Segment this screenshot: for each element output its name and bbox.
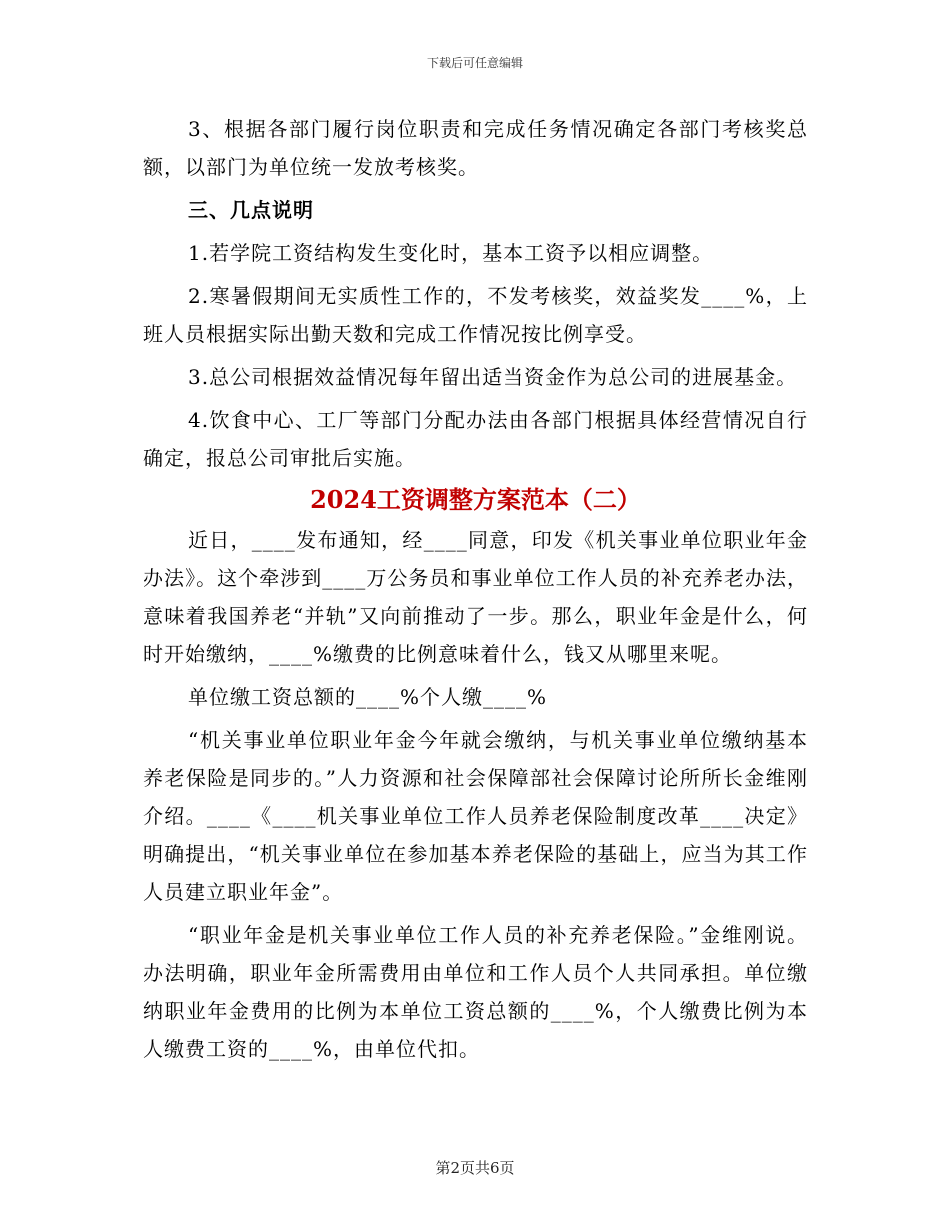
note-4: 4.饮食中心、工厂等部门分配办法由各部门根据具体经营情况自行确定，报总公司审批后实施。 (143, 408, 808, 470)
paragraph-quote-1: “机关事业单位职业年金今年就会缴纳，与机关事业单位缴纳基本养老保险是同步的。”人力资源和社会保障部社会保障讨论所所长金维刚介绍。____《____机关事业单位工作人员养老保险制度改革____决定》明确提出，“机关事业单位在参加基本养老保险的基础上，应当为其工作人员建立职业年金”。 (143, 728, 808, 904)
document-body (143, 110, 808, 1068)
section-heading-notes: 三、几点说明 (188, 198, 314, 222)
note-2: 2.寒暑假期间无实质性工作的，不发考核奖，效益奖发____%，上班人员根据实际出勤天数和完成工作情况按比例享受。 (143, 284, 808, 346)
note-1: 1.若学院工资结构发生变化时，基本工资予以相应调整。 (188, 241, 714, 265)
paragraph-rates: 单位缴工资总额的____%个人缴____% (188, 685, 548, 709)
note-3: 3.总公司根据效益情况每年留出适当资金作为总公司的进展基金。 (188, 365, 798, 389)
page-footer: 第2页共6页 (435, 1159, 515, 1177)
paragraph-quote-2: “职业年金是机关事业单位工作人员的补充养老保险。”金维刚说。办法明确，职业年金所需费用由单位和工作人员个人共同承担。单位缴纳职业年金费用的比例为本单位工资总额的____%，个人缴费比例为本人缴费工资的____%，由单位代扣。 (143, 923, 808, 1061)
page-header: 下载后可任意编辑 (426, 56, 523, 70)
paragraph-item-3: 3、根据各部门履行岗位职责和完成任务情况确定各部门考核奖总额，以部门为单位统一发放考核奖。 (143, 117, 808, 179)
paragraph-intro: 近日，____发布通知，经____同意，印发《机关事业单位职业年金办法》。这个牵涉到____万公务员和事业单位工作人员的补充养老办法，意味着我国养老“并轨”又向前推动了一步。那么，职业年金是什么，何时开始缴纳，____%缴费的比例意味着什么，钱又从哪里来呢。 (143, 528, 808, 666)
section-title: 2024工资调整方案范本（二） (310, 485, 641, 514)
